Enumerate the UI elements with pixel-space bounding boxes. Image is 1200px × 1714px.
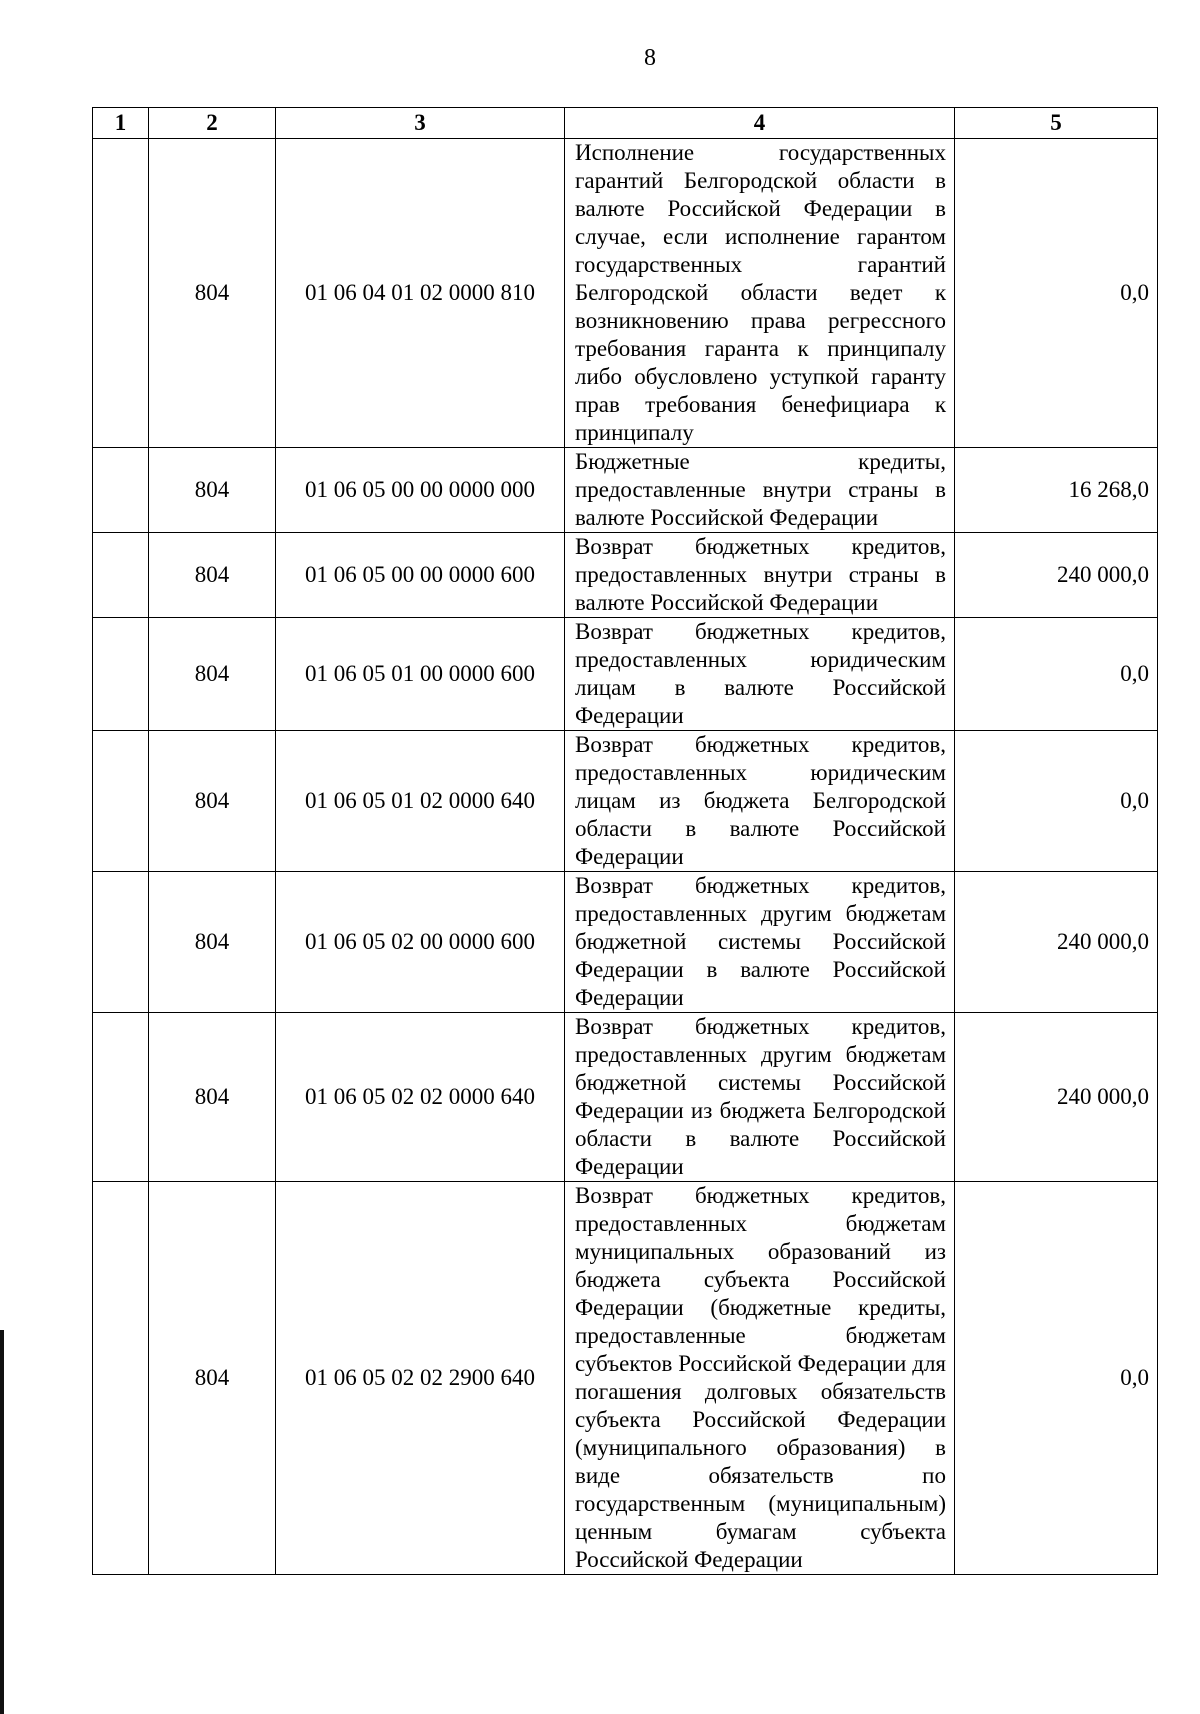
row-number-cell <box>93 1013 149 1182</box>
page-number: 8 <box>644 45 656 71</box>
source-name-cell: Возврат бюджетных кредитов, предоставленных юридическим лицам из бюджета Белгородской области в валюте Российской Федерации <box>565 731 955 872</box>
table-row <box>93 448 1158 533</box>
row-number-cell <box>93 1182 149 1575</box>
table-row <box>93 139 1158 448</box>
table-row <box>93 731 1158 872</box>
row-number-cell <box>93 139 149 448</box>
row-number-cell <box>93 533 149 618</box>
amount-cell: 0,0 <box>955 1182 1158 1575</box>
classification-code-cell: 01 06 05 02 02 0000 640 <box>276 1013 565 1182</box>
row-number-cell <box>93 448 149 533</box>
budget-sources-table <box>92 107 1158 1575</box>
classification-code-cell: 01 06 04 01 02 0000 810 <box>276 139 565 448</box>
amount-cell: 240 000,0 <box>955 872 1158 1013</box>
amount-cell: 0,0 <box>955 731 1158 872</box>
classification-code-cell: 01 06 05 00 00 0000 000 <box>276 448 565 533</box>
amount-cell: 0,0 <box>955 618 1158 731</box>
source-name-cell: Бюджетные кредиты, предоставленные внутри страны в валюте Российской Федерации <box>565 448 955 533</box>
row-number-cell <box>93 731 149 872</box>
header-col-1: 1 <box>93 108 149 139</box>
admin-code-cell: 804 <box>149 618 276 731</box>
amount-cell: 16 268,0 <box>955 448 1158 533</box>
source-name-cell: Исполнение государственных гарантий Белгородской области в валюте Российской Федерации в случае, если исполнение гарантом государственных гарантий Белгородской области ведет к возникновению права регрессного требования гаранта к принципалу либо обусловлено уступкой гаранту прав требования бенефициара к принципалу <box>565 139 955 448</box>
admin-code-cell: 804 <box>149 872 276 1013</box>
scan-left-edge <box>0 1330 4 1714</box>
classification-code-cell: 01 06 05 02 02 2900 640 <box>276 1182 565 1575</box>
header-col-3: 3 <box>276 108 565 139</box>
table-header-row <box>93 108 1158 139</box>
table-row <box>93 533 1158 618</box>
classification-code-cell: 01 06 05 01 00 0000 600 <box>276 618 565 731</box>
header-col-2: 2 <box>149 108 276 139</box>
amount-cell: 0,0 <box>955 139 1158 448</box>
admin-code-cell: 804 <box>149 1182 276 1575</box>
source-name-cell: Возврат бюджетных кредитов, предоставленных бюджетам муниципальных образований из бюджета субъекта Российской Федерации (бюджетные кредиты, предоставленные бюджетам субъектов Российской Федерации для погашения долговых обязательств субъекта Российской Федерации (муниципального образования) в виде обязательств по государственным (муниципальным) ценным бумагам субъекта Российской Федерации <box>565 1182 955 1575</box>
header-col-5: 5 <box>955 108 1158 139</box>
table-row <box>93 1013 1158 1182</box>
classification-code-cell: 01 06 05 01 02 0000 640 <box>276 731 565 872</box>
classification-code-cell: 01 06 05 02 00 0000 600 <box>276 872 565 1013</box>
classification-code-cell: 01 06 05 00 00 0000 600 <box>276 533 565 618</box>
row-number-cell <box>93 618 149 731</box>
admin-code-cell: 804 <box>149 533 276 618</box>
table-row <box>93 1182 1158 1575</box>
table-row <box>93 872 1158 1013</box>
source-name-cell: Возврат бюджетных кредитов, предоставленных другим бюджетам бюджетной системы Российской Федерации в валюте Российской Федерации <box>565 872 955 1013</box>
table-row <box>93 618 1158 731</box>
admin-code-cell: 804 <box>149 139 276 448</box>
header-col-4: 4 <box>565 108 955 139</box>
source-name-cell: Возврат бюджетных кредитов, предоставленных внутри страны в валюте Российской Федерации <box>565 533 955 618</box>
source-name-cell: Возврат бюджетных кредитов, предоставленных юридическим лицам в валюте Российской Федерации <box>565 618 955 731</box>
amount-cell: 240 000,0 <box>955 533 1158 618</box>
row-number-cell <box>93 872 149 1013</box>
admin-code-cell: 804 <box>149 448 276 533</box>
amount-cell: 240 000,0 <box>955 1013 1158 1182</box>
source-name-cell: Возврат бюджетных кредитов, предоставленных другим бюджетам бюджетной системы Российской Федерации из бюджета Белгородской области в валюте Российской Федерации <box>565 1013 955 1182</box>
admin-code-cell: 804 <box>149 1013 276 1182</box>
admin-code-cell: 804 <box>149 731 276 872</box>
